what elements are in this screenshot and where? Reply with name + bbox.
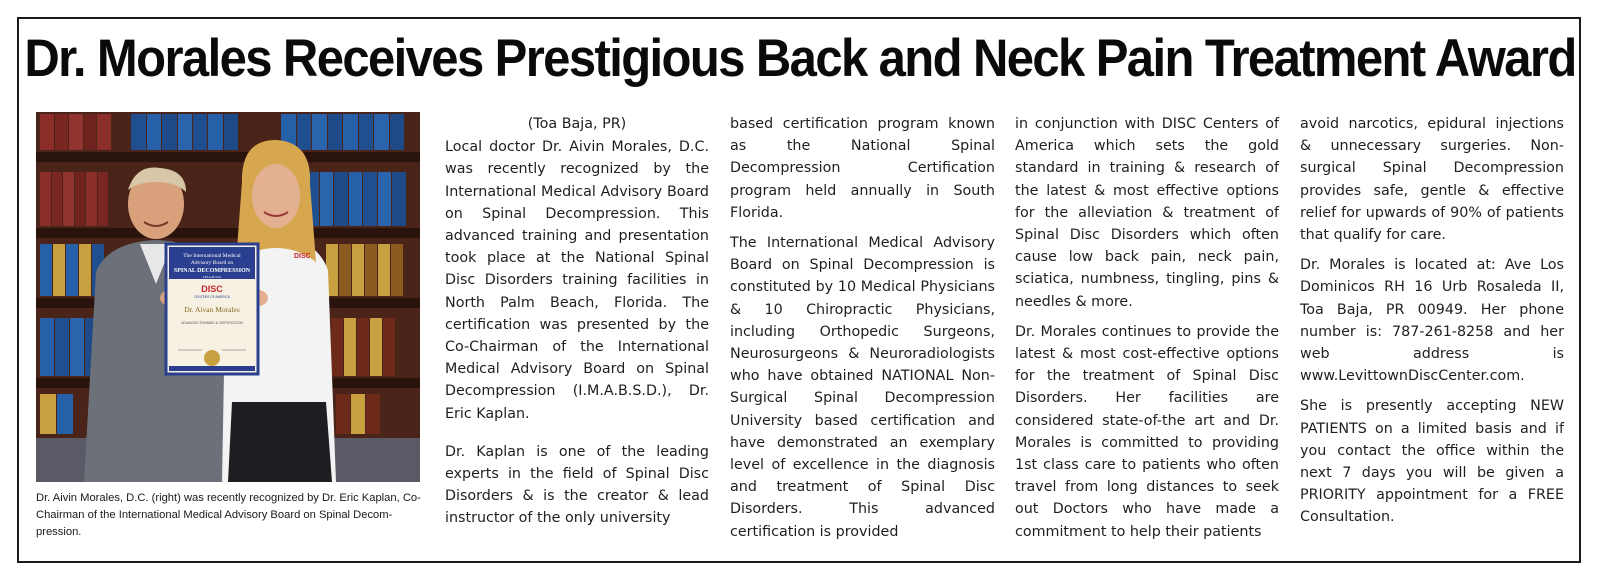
coat-logo-text: DISC: [294, 253, 311, 260]
article-headline: Dr. Morales Receives Prestigious Back and Neck Pain Treatment Award: [24, 29, 1576, 88]
certificate: [166, 244, 258, 374]
article-column-4: [1300, 113, 1564, 537]
article-column-1: [445, 113, 709, 538]
photo-illustration: [36, 112, 420, 482]
photo-caption: Dr. Aivin Morales, D.C. (right) was recently recognized by Dr. Eric Kaplan, Co-Chairman of the International Medical Advisory Board on Spinal Decom- pression.: [36, 492, 421, 538]
certificate-recipient: Dr. Aivan Morales: [184, 305, 240, 314]
certificate-line-3: SPINAL DECOMPRESSION: [173, 268, 251, 274]
article-photo: [36, 112, 420, 482]
article-column-2: [730, 113, 995, 551]
certificate-line-4: I.M.A.B.S.D.: [202, 275, 222, 279]
article-column-3: [1015, 113, 1279, 551]
article-paragraph: based certification program known as the National Spinal Decompression Certification program held annually in South Florida.: [730, 116, 995, 221]
article-paragraph: She is presently accepting NEW PATIENTS on a limited basis and if you contact the office within the next 7 days you will be given a PRIORITY appointment for a FREE Consultation.: [1300, 398, 1564, 526]
article-paragraph: avoid narcotics, epidural injections & unnecessary surgeries. Non-surgical Spinal Decompression provides safe, gentle & effective relief for upwards of 90% of patients that qualify for care.: [1300, 116, 1564, 244]
certificate-logo: DISC: [201, 284, 223, 294]
article-paragraph: Dr. Kaplan is one of the leading experts in the field of Spinal Disc Disorders & is the creator & lead instructor of the only university: [445, 443, 709, 527]
certificate-line-2: Advisory Board on: [190, 260, 234, 266]
dateline: (Toa Baja, PR): [527, 116, 627, 132]
article-paragraph: Dr. Morales continues to provide the latest & most cost-effective options for the treatment of Spinal Disc Disorders. Her facilities are considered state-of-the art and Dr. Morales is committed to providing 1st class care to patients who often travel from long distances to seek out Doctors who have made a commitment to help their patients: [1015, 323, 1279, 540]
certificate-line-1: The International Medical: [183, 253, 241, 259]
certificate-program: ADVANCED TRAINING & CERTIFICATION: [181, 321, 243, 325]
article-paragraph: in conjunction with DISC Centers of America which sets the gold standard in training & research of the latest & most effective options for the alleviation & treatment of Spinal Disc Disorders which often cause low back pain, neck pain, sciatica, numbness, tingling, pins & needles & more.: [1015, 116, 1279, 310]
certificate-logo-sub: CENTERS OF AMERICA: [194, 295, 230, 299]
article-paragraph: The International Medical Advisory Board on Spinal Decompression is constituted by 10 Medical Physicians & 10 Chiropractic Physicians, including Orthopedic Surgeons, Neurosurgeons & Neuroradiologists who have obtained NATIONAL Non-Surgical Spinal Decompression University based certification and have demonstrated an exemplary level of excellence in the diagnosis and treatment of Spinal Disc Disorders. This advanced certification is provided: [730, 235, 995, 540]
article-paragraph: Local doctor Dr. Aivin Morales, D.C. was recently recognized by the International Medical Advisory Board on Spinal Decompression. This advanced training and presentation took place at the National Spinal Disc Disorders training facilities in North Palm Beach, Florida. The certification was presented by the Co-Chairman of the International Medical Advisory Board on Spinal Decompression (I.M.A.B.S.D.), Dr. Eric Kaplan.: [445, 139, 709, 422]
article-paragraph: Dr. Morales is located at: Ave Los Dominicos RH 16 Urb Rosaleda II, Toa Baja, PR 00949. Her phone number is: 787-261-8258 and her web address is www.LevittownDiscCenter.com.: [1300, 257, 1564, 385]
